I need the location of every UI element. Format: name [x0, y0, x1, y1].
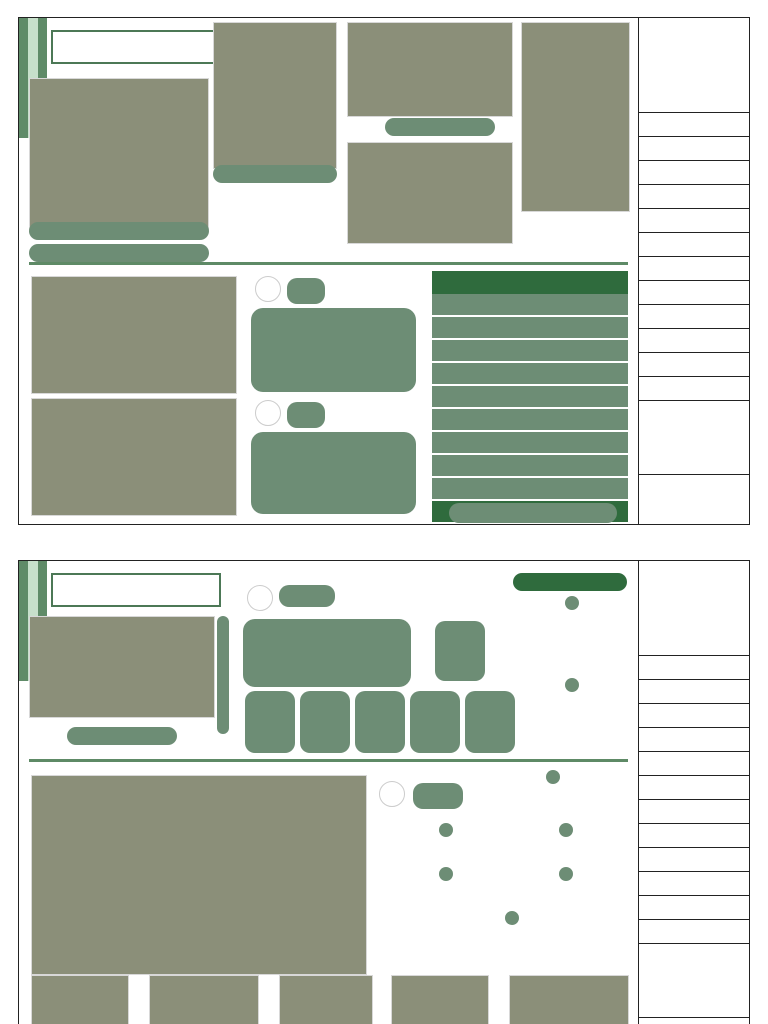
sheet-2-info-row [639, 656, 750, 680]
sheet-2-criterion-2-marker [565, 678, 579, 692]
sheet-1-table-row [432, 386, 628, 407]
sheet-2-humidity-card [300, 691, 350, 753]
sheet-1-site-1-details [251, 308, 416, 392]
sheet-2-temperature-card [245, 691, 295, 753]
sheet-2-photo-b [149, 975, 259, 1024]
sheet-1-table-row [432, 478, 628, 499]
sheet-1-map-caption [29, 222, 209, 240]
sheet-1-info-row [639, 209, 750, 233]
sheet-1-page-footer [639, 401, 750, 475]
sheet-2-location-icon [247, 585, 273, 611]
sheet-2-info-row [639, 752, 750, 776]
sheet-2-title-block [638, 561, 749, 1024]
sheet-1-info-row [639, 281, 750, 305]
sheet-2-cloud-card [435, 621, 485, 681]
sheet-2-info-row [639, 896, 750, 920]
sheet-1-village-caption [385, 118, 495, 136]
sheet-1-location-icon [255, 400, 281, 426]
sheet-1-logo [639, 18, 750, 113]
sheet-1-title-block [638, 18, 749, 524]
sheet-2-info-row [639, 920, 750, 944]
sheet-1 [18, 17, 750, 525]
sheet-1-map-image [29, 78, 209, 230]
sheet-2-site-aerial-image [31, 775, 367, 975]
sheet-2-logo [639, 561, 750, 656]
sheet-1-district-caption [213, 165, 337, 183]
sheet-2 [18, 560, 750, 1024]
sheet-2-photo-e [509, 975, 629, 1024]
sheet-1-table-row [432, 432, 628, 453]
sheet-1-location-icon [255, 276, 281, 302]
sheet-2-info-row [639, 728, 750, 752]
sheet-2-rainfall-card [410, 691, 460, 753]
sheet-2-wind-card [355, 691, 405, 753]
sheet-1-site-2-image [31, 398, 237, 516]
sheet-1-google-map [521, 22, 630, 212]
sheet-2-view-a-marker [439, 823, 453, 837]
sheet-1-table-row [432, 363, 628, 384]
sheet-1-info-row [639, 113, 750, 137]
sheet-2-info-row [639, 848, 750, 872]
sheet-1-access-note [213, 185, 337, 255]
sheet-2-view-d-marker [559, 867, 573, 881]
sheet-1-table-row [432, 294, 628, 315]
sheet-2-view-b-marker [559, 823, 573, 837]
sheet-1-route-image [347, 142, 513, 244]
sheet-1-info-row [639, 329, 750, 353]
sheet-2-criterion-1-marker [565, 596, 579, 610]
sheet-2-map-caption [67, 727, 177, 745]
sheet-2-info-row [639, 680, 750, 704]
sheet-1-site-1-image [31, 276, 237, 394]
sheet-1-info-row [639, 161, 750, 185]
sheet-2-divider [29, 759, 628, 762]
sheet-1-table-title [432, 271, 628, 294]
sheet-1-conclusion [449, 503, 617, 523]
sheet-2-village-map [29, 616, 215, 718]
sheet-1-comparison-table [432, 271, 628, 501]
sheet-1-village-image [347, 22, 513, 117]
sheet-2-criteria-title [513, 573, 627, 591]
sheet-1-info-row [639, 137, 750, 161]
sheet-2-info-row [639, 824, 750, 848]
sheet-1-info-row [639, 233, 750, 257]
sheet-1-district-image [213, 22, 337, 169]
sheet-2-page-footer [639, 944, 750, 1018]
sheet-2-photo-d [391, 975, 489, 1024]
sheet-1-table-row [432, 409, 628, 430]
sheet-2-surroundings-label [413, 783, 463, 809]
sheet-1-info-row [639, 305, 750, 329]
sheet-1-map-source [29, 244, 209, 262]
sheet-1-table-row [432, 455, 628, 476]
sheet-1-title-box [51, 30, 221, 64]
sheet-1-table-row [432, 317, 628, 338]
sheet-1-info-row [639, 377, 750, 401]
sheet-2-photo-a [31, 975, 129, 1024]
sheet-1-info-row [639, 257, 750, 281]
sheet-1-table-row [432, 340, 628, 361]
sheet-2-location-icon [379, 781, 405, 807]
sheet-1-site-2-label [287, 402, 325, 428]
sheet-2-dew-card [465, 691, 515, 753]
sheet-2-criterion-3-marker [546, 770, 560, 784]
sheet-2-info-row [639, 776, 750, 800]
sheet-2-site-description [243, 619, 411, 687]
sheet-2-title-box [51, 573, 221, 607]
sheet-1-site-summary [521, 212, 630, 257]
sheet-1-divider [29, 262, 628, 265]
sheet-2-view-e-marker [505, 911, 519, 925]
sheet-2-view-c-marker [439, 867, 453, 881]
sheet-2-photo-c [279, 975, 373, 1024]
sheet-2-info-row [639, 704, 750, 728]
sheet-1-site-1-label [287, 278, 325, 304]
sheet-1-info-row [639, 353, 750, 377]
sheet-2-info-row [639, 800, 750, 824]
sheet-1-info-row [639, 185, 750, 209]
sheet-2-site-data-label [279, 585, 335, 607]
sheet-2-info-row [639, 872, 750, 896]
sheet-2-map-source [217, 616, 229, 734]
sheet-1-site-2-details [251, 432, 416, 514]
